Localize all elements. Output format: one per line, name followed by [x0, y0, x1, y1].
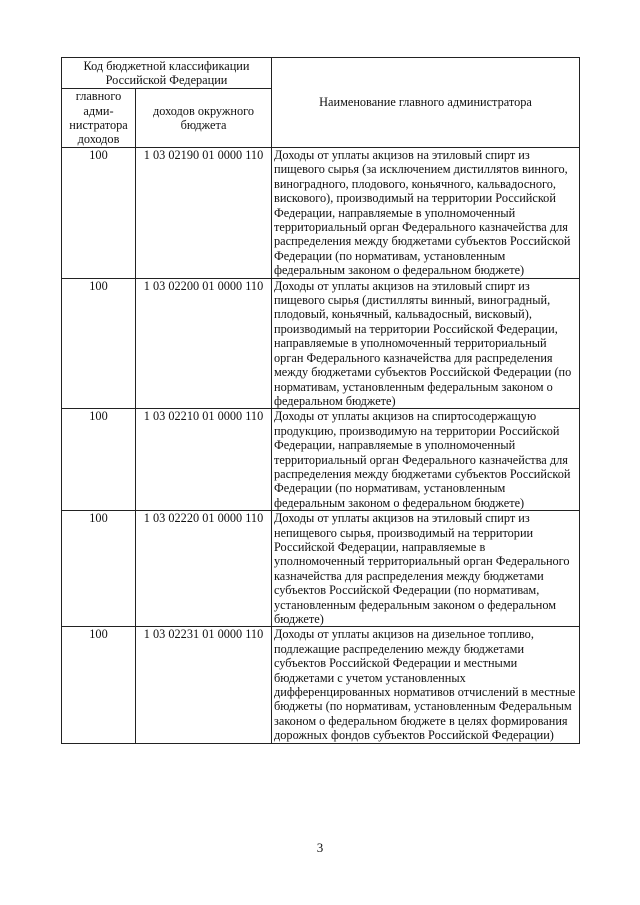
description-cell: Доходы от уплаты акцизов на этиловый спирт из непищевого сырья, производимый на территории Российской Федерации, направляемые в уполномоченный территориальный орган Федерального казначейства для распределения между бюджетами субъектов Российской Федерации (по нормативам, установленным федеральным законом о федеральном бюджете): [272, 511, 580, 627]
budget-code-cell: 1 03 02190 01 0000 110: [136, 148, 272, 279]
table-header-row-1: [62, 58, 580, 89]
description-cell: Доходы от уплаты акцизов на этиловый спирт из пищевого сырья (за исключением дистиллятов винного, виноградного, плодового, коньячного, кальвадосного, вискового), производимый на территории Российской Федерации, направляемые в уполномоченный территориальный орган Федерального казначейства для распределения между бюджетами субъектов Российской Федерации (по нормативам, установленным федеральным законом о федеральном бюджете): [272, 148, 580, 279]
header-main-administrator: главного адми-нистратора доходов: [62, 89, 136, 148]
admin-code-cell: 100: [62, 148, 136, 279]
budget-code-cell: 1 03 02200 01 0000 110: [136, 278, 272, 409]
table-row: [62, 627, 580, 743]
admin-code-cell: 100: [62, 409, 136, 511]
budget-classification-table: [61, 57, 580, 744]
budget-code-cell: 1 03 02231 01 0000 110: [136, 627, 272, 743]
table-row: [62, 278, 580, 409]
admin-code-cell: 100: [62, 627, 136, 743]
admin-code-cell: 100: [62, 511, 136, 627]
admin-code-cell: 100: [62, 278, 136, 409]
header-administrator-name: Наименование главного администратора: [272, 58, 580, 148]
table-row: [62, 511, 580, 627]
header-district-budget-income: доходов окружного бюджета: [136, 89, 272, 148]
table-row: [62, 148, 580, 279]
description-cell: Доходы от уплаты акцизов на спиртосодержащую продукцию, производимую на территории Российской Федерации, направляемые в уполномоченный территориальный орган Федерального казначейства для распределения между бюджетами субъектов Российской Федерации (по нормативам, установленным федеральным законом о федеральном бюджете): [272, 409, 580, 511]
description-cell: Доходы от уплаты акцизов на дизельное топливо, подлежащие распределению между бюджетами субъектов Российской Федерации и местными бюджетами с учетом установленных дифференцированных нормативов отчислений в местные бюджеты (по нормативам, установленным Федеральным законом о федеральном бюджете в целях формирования дорожных фондов субъектов Российской Федерации): [272, 627, 580, 743]
budget-code-cell: 1 03 02220 01 0000 110: [136, 511, 272, 627]
page-number: 3: [316, 840, 324, 855]
table-row: [62, 409, 580, 511]
description-cell: Доходы от уплаты акцизов на этиловый спирт из пищевого сырья (дистилляты винный, виноградный, плодовый, коньячный, кальвадосный, висковый), производимый на территории Российской Федерации, направляемые в уполномоченный территориальный орган Федерального казначейства для распределения между бюджетами субъектов Российской Федерации (по нормативам, установленным федеральным законом о федеральном бюджете): [272, 278, 580, 409]
budget-code-cell: 1 03 02210 01 0000 110: [136, 409, 272, 511]
header-budget-classification-code: Код бюджетной классификации Российской Федерации: [62, 58, 272, 89]
